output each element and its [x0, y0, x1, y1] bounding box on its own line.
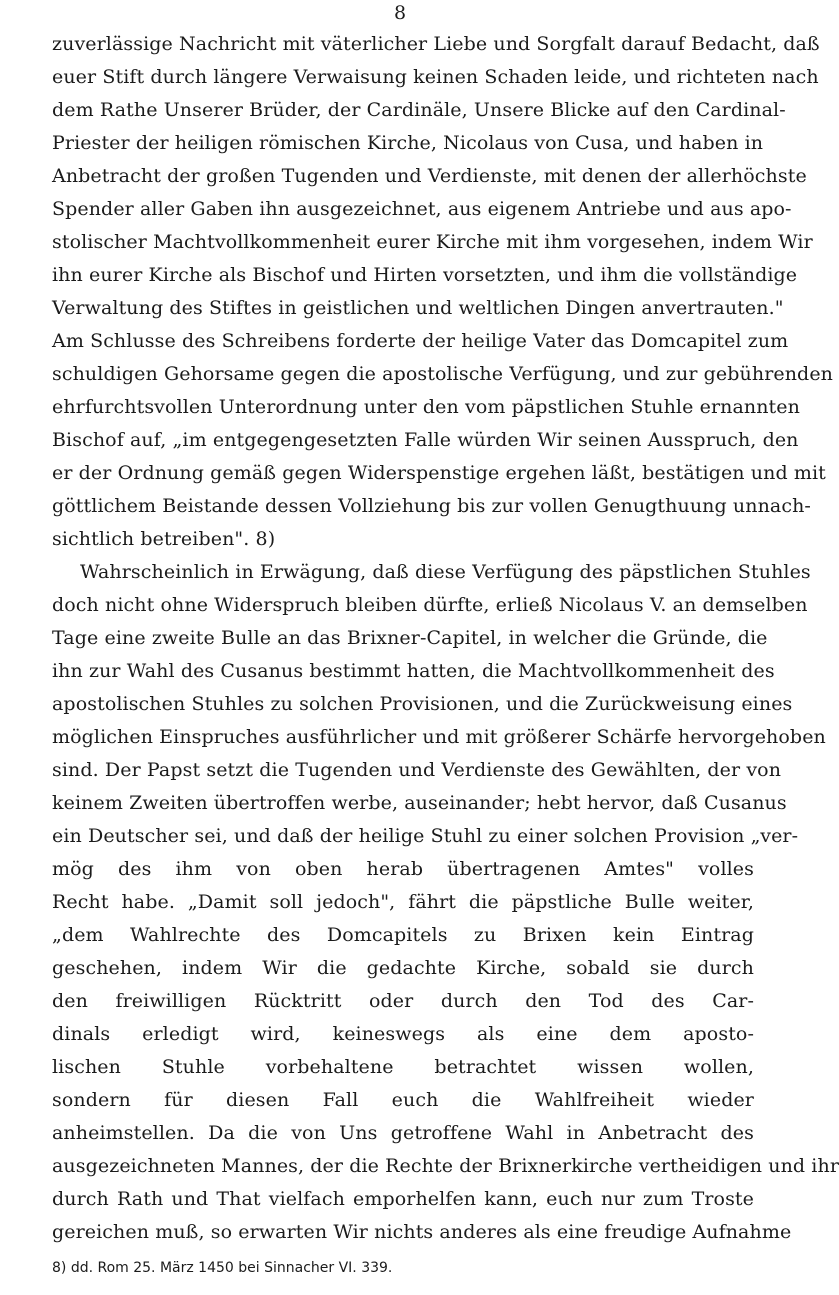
text-line-37: gereichen muß, so erwarten Wir nichts anderes als eine freudige Aufnahme	[52, 1221, 792, 1243]
text-line-27: Recht habe. „Damit soll jedoch", fährt die päpstliche Bulle weiter,	[52, 891, 754, 913]
text-line-8: ihn eurer Kirche als Bischof und Hirten vorsetzten, und ihm die vollständige	[52, 264, 798, 286]
text-line-6: Spender aller Gaben ihn ausgezeichnet, aus eigenem Antriebe und aus apo-	[52, 198, 792, 220]
text-line-24: keinem Zweiten übertroffen werbe, auseinander; hebt hervor, daß Cusanus	[52, 792, 787, 814]
text-line-9: Verwaltung des Stiftes in geistlichen und weltlichen Dingen anvertrauten."	[52, 297, 784, 319]
text-line-14: er der Ordnung gemäß gegen Widerspenstige ergehen läßt, bestätigen und mit	[52, 462, 826, 484]
text-line-19: Tage eine zweite Bulle an das Brixner-Capitel, in welcher die Gründe, die	[52, 627, 768, 649]
text-line-31: dinals erledigt wird, keineswegs als eine dem aposto-	[52, 1023, 754, 1045]
text-line-15: göttlichem Beistande dessen Vollziehung bis zur vollen Genugthuung unnach-	[52, 495, 811, 517]
text-line-10: Am Schlusse des Schreibens forderte der heilige Vater das Domcapitel zum	[52, 330, 789, 352]
footnote: 8) dd. Rom 25. März 1450 bei Sinnacher VI. 339.	[52, 1260, 393, 1276]
text-line-22: möglichen Einspruches ausführlicher und mit größerer Schärfe hervorgehoben	[52, 726, 826, 748]
text-line-23: sind. Der Papst setzt die Tugenden und Verdienste des Gewählten, der von	[52, 759, 782, 781]
text-line-17: Wahrscheinlich in Erwägung, daß diese Verfügung des päpstlichen Stuhles	[80, 561, 811, 583]
text-line-4: Priester der heiligen römischen Kirche, Nicolaus von Cusa, und haben in	[52, 132, 764, 154]
body-text	[52, 28, 839, 1249]
text-line-34: anheimstellen. Da die von Uns getroffene Wahl in Anbetracht des	[52, 1122, 754, 1144]
text-line-18: doch nicht ohne Widerspruch bleiben dürfte, erließ Nicolaus V. an demselben	[52, 594, 808, 616]
text-line-7: stolischer Machtvollkommenheit eurer Kirche mit ihm vorgesehen, indem Wir	[52, 231, 813, 253]
page-number: 8	[393, 2, 407, 24]
text-line-2: euer Stift durch längere Verwaisung keinen Schaden leide, und richteten nach	[52, 66, 819, 88]
text-line-3: dem Rathe Unserer Brüder, der Cardinäle, Unsere Blicke auf den Cardinal-	[52, 99, 786, 121]
text-line-12: ehrfurchtsvollen Unterordnung unter den vom päpstlichen Stuhle ernannten	[52, 396, 800, 418]
text-line-20: ihn zur Wahl des Cusanus bestimmt hatten, die Machtvollkommenheit des	[52, 660, 775, 682]
text-line-36: durch Rath und That vielfach emporhelfen kann, euch nur zum Troste	[52, 1188, 754, 1210]
text-line-11: schuldigen Gehorsame gegen die apostolische Verfügung, und zur gebührenden	[52, 363, 833, 385]
text-line-13: Bischof auf, „im entgegengesetzten Falle würden Wir seinen Ausspruch, den	[52, 429, 799, 451]
text-line-33: sondern für diesen Fall euch die Wahlfreiheit wieder	[52, 1089, 754, 1111]
text-line-35: ausgezeichneten Mannes, der die Rechte der Brixnerkirche vertheidigen und ihr	[52, 1155, 839, 1177]
text-line-21: apostolischen Stuhles zu solchen Provisionen, und die Zurückweisung eines	[52, 693, 793, 715]
text-line-26: mög des ihm von oben herab übertragenen Amtes" volles	[52, 858, 754, 880]
text-line-16: sichtlich betreiben". 8)	[52, 528, 276, 550]
text-line-28: „dem Wahlrechte des Domcapitels zu Brixen kein Eintrag	[52, 924, 754, 946]
text-line-30: den freiwilligen Rücktritt oder durch den Tod des Car-	[52, 990, 754, 1012]
text-line-29: geschehen, indem Wir die gedachte Kirche, sobald sie durch	[52, 957, 754, 979]
text-line-32: lischen Stuhle vorbehaltene betrachtet wissen wollen,	[52, 1056, 754, 1078]
text-line-1: zuverlässige Nachricht mit väterlicher Liebe und Sorgfalt darauf Bedacht, daß	[52, 33, 820, 55]
text-line-5: Anbetracht der großen Tugenden und Verdienste, mit denen der allerhöchste	[52, 165, 807, 187]
text-line-25: ein Deutscher sei, und daß der heilige Stuhl zu einer solchen Provision „ver-	[52, 825, 799, 847]
